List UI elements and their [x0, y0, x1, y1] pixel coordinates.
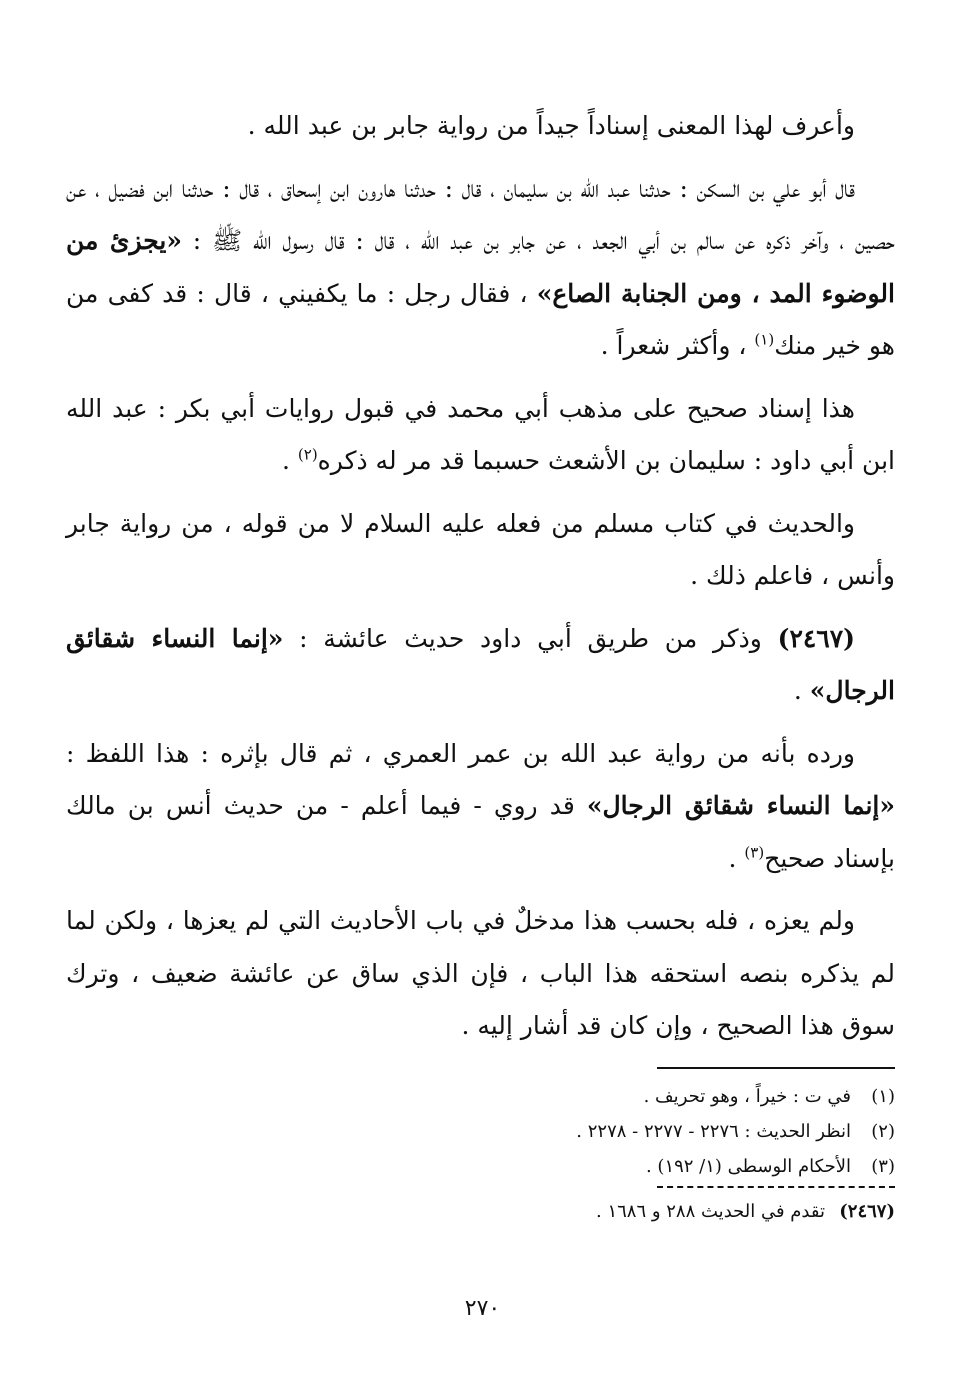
footnote-ref-2[interactable]: (٢): [297, 445, 318, 464]
footnote-number: (١): [871, 1085, 895, 1107]
paragraph-5: [66, 613, 895, 718]
footnote-text: انظر الحديث : ٢٢٧٦ - ٢٢٧٧ - ٢٢٧٨ .: [576, 1120, 851, 1142]
main-text: [66, 100, 895, 1053]
cross-reference-text: تقدم في الحديث ٢٨٨ و ١٦٨٦ .: [596, 1200, 825, 1222]
paragraph-text: ولم يعزه ، فله بحسب هذا مدخلٌ في باب الأحاديث التي لم يعزها ، ولكن لما لم يذكره بنصه استحقه هذا الباب ، فإن الذي ساق عن عائشة ضعيف ، وترك سوق هذا الصحيح ، وإن كان قد أشار إليه .: [66, 906, 895, 1040]
footnote-text: في ت : خيراً ، وهو تحريف .: [643, 1085, 851, 1107]
paragraph-1: [66, 100, 895, 153]
hadith-quote: «إنما النساء شقائق الرجال»: [66, 623, 895, 705]
paragraph-text: هذا إسناد صحيح على مذهب أبي محمد في قبول روايات أبي بكر : عبد الله ابن أبي داود : سليمان بن الأشعث حسبما قد مر له ذكره: [66, 393, 895, 475]
footnote-ref-1[interactable]: (١): [754, 330, 775, 349]
paragraph-text: قد روي - فيما أعلم - من حديث أنس بن مالك بإسناد صحيح: [66, 791, 895, 873]
paragraph-text: ، وأكثر شعراً .: [600, 331, 755, 360]
hadith-quote: «إنما النساء شقائق الرجال»: [586, 791, 896, 820]
paragraph-text: .: [281, 446, 298, 475]
footnote-dashed-separator: [657, 1186, 895, 1188]
paragraph-7: [66, 895, 895, 1053]
footnote-ref-3[interactable]: (٣): [744, 843, 765, 862]
footnote-number: (٣): [871, 1155, 895, 1177]
paragraph-4: [66, 498, 895, 603]
footnote-text: الأحكام الوسطى (١/ ١٩٢) .: [645, 1155, 851, 1177]
paragraph-2: [66, 163, 895, 373]
paragraph-text: والحديث في كتاب مسلم من فعله عليه السلام لا من قوله ، من رواية جابر وأنس ، فاعلم ذلك .: [66, 508, 895, 590]
paragraph-text: ، فقال رجل : ما يكفيني ، قال : قد كفى من هو خير منك: [66, 278, 895, 360]
footnote-3: [66, 1149, 895, 1184]
footnote-separator: [657, 1067, 895, 1069]
footnote-2: [66, 1114, 895, 1149]
footnote-number: (٢): [871, 1120, 895, 1142]
footnotes: [66, 1079, 895, 1229]
paragraph-text: قال أبو علي بن السكن : حدثنا عبد الله بن سليمان ، قال : حدثنا هارون ابن إسحاق ، قال : حدثنا ابن فضيل ، عن حصين ، وآخر ذكره عن سالم بن أبي الجعد ، عن جابر بن عبد الله ، قال : قال رسول الله ﷺ :: [66, 173, 895, 255]
paragraph-text: ورده بأنه من رواية عبد الله بن عمر العمري ، ثم قال بإثره : هذا اللفظ :: [66, 738, 855, 768]
paragraph-text: .: [728, 843, 745, 873]
hadith-quote: «يجزئ من الوضوء المد ، ومن الجنابة الصاع»: [66, 226, 895, 308]
hadith-cross-reference: [66, 1194, 895, 1229]
hadith-number: (٢٤٦٧): [839, 1200, 895, 1222]
paragraph-text: وذكر من طريق أبي داود حديث عائشة :: [283, 623, 778, 653]
paragraph-6: [66, 728, 895, 886]
footnote-1: [66, 1079, 895, 1114]
paragraph-text: وأعرف لهذا المعنى إسناداً جيداً من رواية جابر بن عبد الله .: [247, 111, 855, 140]
paragraph-text: .: [793, 676, 810, 705]
paragraph-3: [66, 383, 895, 488]
hadith-number: (٢٤٦٧): [777, 623, 855, 653]
page-number: ٢٧٠: [464, 1296, 501, 1321]
